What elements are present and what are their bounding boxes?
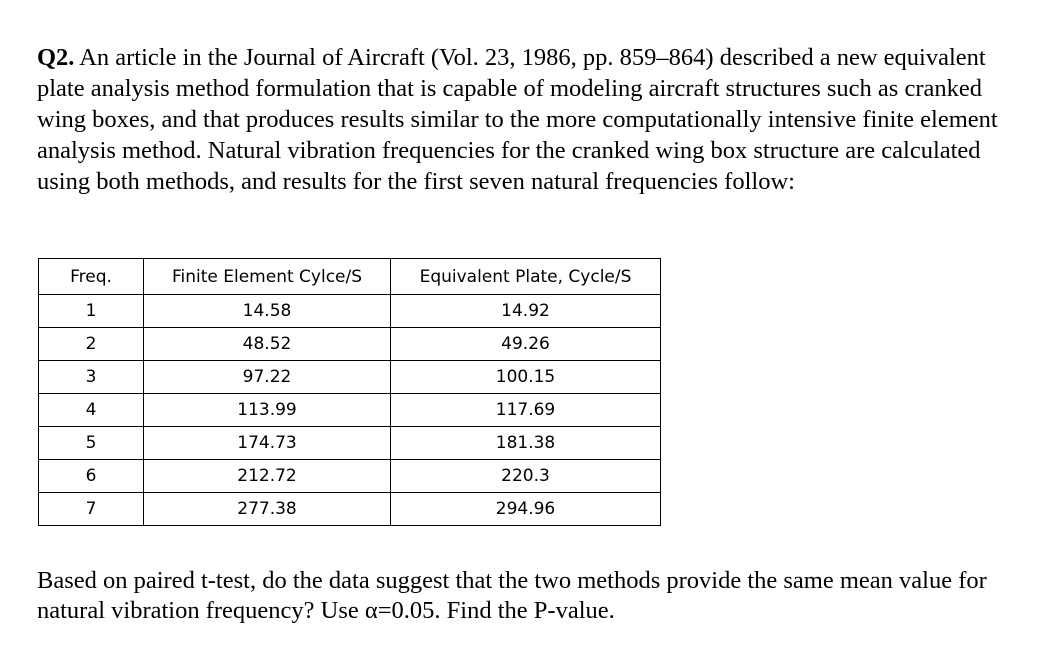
cell-equivalent-plate: 117.69 — [391, 394, 661, 427]
cell-freq: 7 — [39, 493, 144, 526]
cell-equivalent-plate: 220.3 — [391, 460, 661, 493]
header-equivalent-plate: Equivalent Plate, Cycle/S — [391, 259, 661, 295]
cell-freq: 4 — [39, 394, 144, 427]
cell-equivalent-plate: 14.92 — [391, 295, 661, 328]
cell-finite-element: 113.99 — [144, 394, 391, 427]
table-row — [39, 328, 661, 361]
cell-finite-element: 212.72 — [144, 460, 391, 493]
question-text: An article in the Journal of Aircraft (Vol. 23, 1986, pp. 859–864) described a new equivalent plate analysis method formulation that is capable of modeling aircraft structures such as cranked wing boxes, and that produces results similar to the more computationally intensive finite element analysis method. Natural vibration frequencies for the cranked wing box structure are calculated using both methods, and results for the first seven natural frequencies follow: — [37, 44, 998, 195]
cell-finite-element: 174.73 — [144, 427, 391, 460]
table-row — [39, 427, 661, 460]
cell-freq: 6 — [39, 460, 144, 493]
cell-freq: 1 — [39, 295, 144, 328]
table-row — [39, 295, 661, 328]
table-header-row — [39, 259, 661, 295]
table-row — [39, 361, 661, 394]
cell-finite-element: 277.38 — [144, 493, 391, 526]
cell-equivalent-plate: 181.38 — [391, 427, 661, 460]
table-row — [39, 460, 661, 493]
header-finite-element: Finite Element Cylce/S — [144, 259, 391, 295]
question-number: Q2. — [37, 44, 75, 71]
table-row — [39, 493, 661, 526]
cell-equivalent-plate: 294.96 — [391, 493, 661, 526]
question-paragraph — [37, 42, 1012, 197]
cell-freq: 3 — [39, 361, 144, 394]
cell-equivalent-plate: 100.15 — [391, 361, 661, 394]
cell-finite-element: 97.22 — [144, 361, 391, 394]
cell-freq: 5 — [39, 427, 144, 460]
cell-freq: 2 — [39, 328, 144, 361]
table-row — [39, 394, 661, 427]
header-freq: Freq. — [39, 259, 144, 295]
frequency-table — [38, 258, 661, 526]
cell-finite-element: 14.58 — [144, 295, 391, 328]
cell-finite-element: 48.52 — [144, 328, 391, 361]
follow-up-question: Based on paired t-test, do the data suggest that the two methods provide the same mean value for natural vibration frequency? Use α=0.05. Find the P-value. — [37, 567, 987, 624]
cell-equivalent-plate: 49.26 — [391, 328, 661, 361]
